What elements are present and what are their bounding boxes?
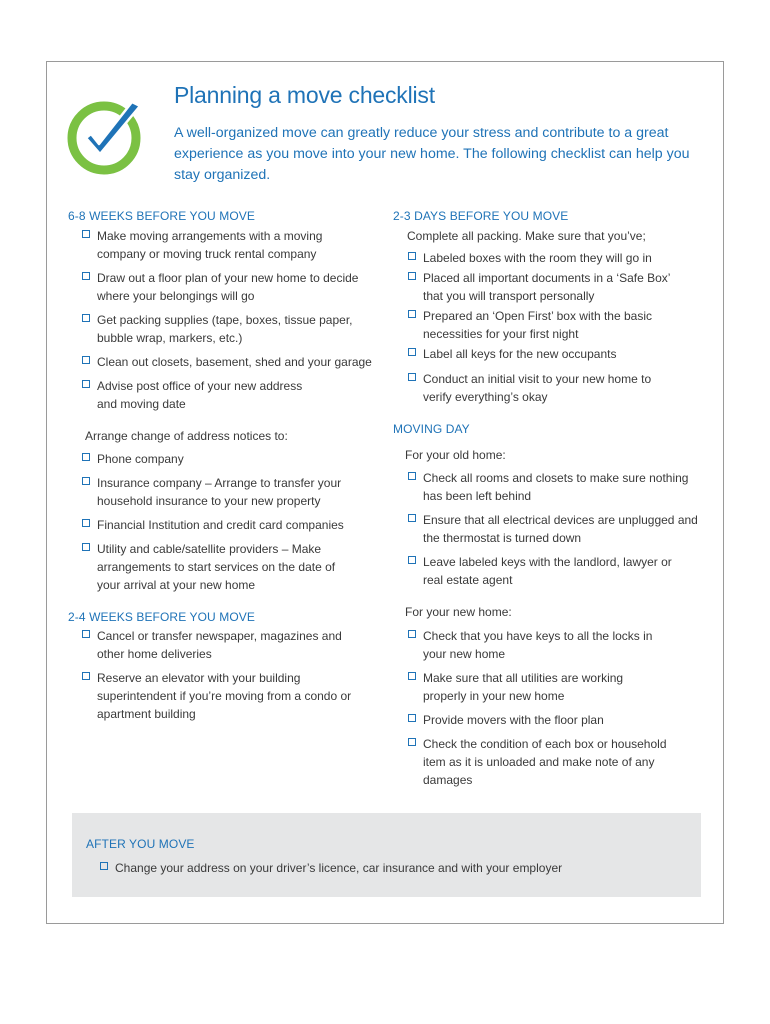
checklist-item[interactable]: Check the condition of each box or household item as it is unloaded and make note of any damages <box>408 735 668 789</box>
checkbox[interactable] <box>82 230 90 238</box>
checklist-item[interactable]: Ensure that all electrical devices are unplugged and the thermostat is turned down <box>408 511 698 547</box>
checklist-item[interactable]: Cancel or transfer newspaper, magazines and other home deliveries <box>82 627 367 663</box>
checklist-item[interactable]: Placed all important documents in a ‘Safe Box’ that you will transport personally <box>408 269 693 305</box>
checklist-item[interactable]: Check that you have keys to all the locks in your new home <box>408 627 678 663</box>
checklist-item[interactable]: Change your address on your driver’s licence, car insurance and with your employer <box>100 859 660 877</box>
checklist-item[interactable]: Check all rooms and closets to make sure nothing has been left behind <box>408 469 708 505</box>
checklist-item[interactable]: Clean out closets, basement, shed and your garage <box>82 353 382 371</box>
checkbox[interactable] <box>82 672 90 680</box>
checklist-item[interactable]: Insurance company – Arrange to transfer your household insurance to your new property <box>82 474 367 510</box>
checkbox[interactable] <box>408 672 416 680</box>
checklist-item[interactable]: Get packing supplies (tape, boxes, tissue paper, bubble wrap, markers, etc.) <box>82 311 372 347</box>
checklist-item[interactable]: Advise post office of your new address and moving date <box>82 377 322 413</box>
checkbox[interactable] <box>408 738 416 746</box>
checkbox[interactable] <box>408 714 416 722</box>
checklist-item[interactable]: Provide movers with the floor plan <box>408 711 678 729</box>
checklist-item[interactable]: Labeled boxes with the room they will go in <box>408 249 698 267</box>
checklist-item[interactable]: Phone company <box>82 450 352 468</box>
checkbox[interactable] <box>82 314 90 322</box>
checkbox[interactable] <box>82 477 90 485</box>
checkbox[interactable] <box>408 252 416 260</box>
checklist-item[interactable]: Utility and cable/satellite providers – Make arrangements to start services on the date of your arrival at your new home <box>82 540 354 594</box>
checkbox[interactable] <box>82 519 90 527</box>
heading-6-8-weeks: 6-8 WEEKS BEFORE YOU MOVE <box>68 209 255 223</box>
old-home-intro: For your old home: <box>405 448 506 462</box>
checkbox[interactable] <box>82 543 90 551</box>
heading-2-4-weeks: 2-4 WEEKS BEFORE YOU MOVE <box>68 610 255 624</box>
checkbox[interactable] <box>408 630 416 638</box>
checklist-item[interactable]: Make moving arrangements with a moving company or moving truck rental company <box>82 227 372 263</box>
checkbox[interactable] <box>408 310 416 318</box>
checklist-item[interactable]: Label all keys for the new occupants <box>408 345 698 363</box>
checkbox[interactable] <box>82 453 90 461</box>
checkbox[interactable] <box>82 380 90 388</box>
page-title: Planning a move checklist <box>174 82 435 108</box>
checkmark-circle-icon <box>66 98 146 178</box>
after-move-panel <box>72 813 701 897</box>
checklist-item[interactable]: Conduct an initial visit to your new home to verify everything’s okay <box>408 370 663 406</box>
checkbox[interactable] <box>408 272 416 280</box>
checkbox[interactable] <box>408 472 416 480</box>
checkbox[interactable] <box>408 348 416 356</box>
address-change-intro: Arrange change of address notices to: <box>85 429 288 443</box>
checkbox[interactable] <box>82 272 90 280</box>
new-home-intro: For your new home: <box>405 605 512 619</box>
checkbox[interactable] <box>82 356 90 364</box>
checklist-item[interactable]: Leave labeled keys with the landlord, lawyer or real estate agent <box>408 553 678 589</box>
heading-moving-day: MOVING DAY <box>393 422 470 436</box>
checkbox[interactable] <box>82 630 90 638</box>
checklist-item[interactable]: Prepared an ‘Open First’ box with the basic necessities for your first night <box>408 307 678 343</box>
checkbox[interactable] <box>408 514 416 522</box>
checklist-item[interactable]: Make sure that all utilities are working properly in your new home <box>408 669 658 705</box>
packing-intro: Complete all packing. Make sure that you’ve; <box>407 229 646 243</box>
heading-2-3-days: 2-3 DAYS BEFORE YOU MOVE <box>393 209 569 223</box>
checklist-item[interactable]: Draw out a floor plan of your new home to decide where your belongings will go <box>82 269 372 305</box>
checkbox[interactable] <box>408 373 416 381</box>
checkbox[interactable] <box>408 556 416 564</box>
checklist-item[interactable]: Reserve an elevator with your building superintendent if you’re moving from a condo or apartment building <box>82 669 357 723</box>
checkbox[interactable] <box>100 862 108 870</box>
heading-after-move: AFTER YOU MOVE <box>86 837 195 851</box>
checklist-item[interactable]: Financial Institution and credit card companies <box>82 516 372 534</box>
intro-text: A well-organized move can greatly reduce your stress and contribute to a great experience as you move into your new home. The following checklist can help you stay organized. <box>174 125 690 183</box>
